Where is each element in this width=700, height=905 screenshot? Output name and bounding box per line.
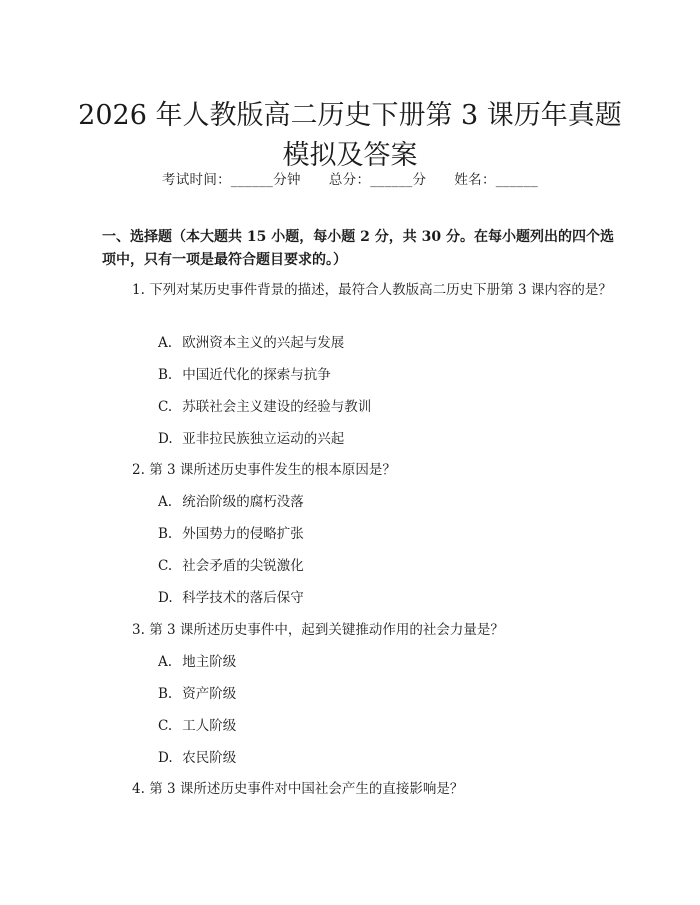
question-text: 第 3 课所述历史事件发生的根本原因是？ xyxy=(149,462,396,478)
q3-option-a xyxy=(158,652,236,672)
option-text: 资产阶级 xyxy=(182,686,237,702)
q1-option-c xyxy=(158,397,371,417)
option-text: 欧洲资本主义的兴起与发展 xyxy=(182,335,345,351)
option-label: D. xyxy=(158,750,173,766)
question-1 xyxy=(102,279,612,301)
option-label: B. xyxy=(158,367,173,383)
question-number: 3. xyxy=(132,622,145,638)
title-line-1: 2026 年人教版高二历史下册第 3 课历年真题 xyxy=(78,100,622,132)
question-number: 2. xyxy=(132,462,145,478)
page-title xyxy=(60,96,640,176)
question-4 xyxy=(102,778,612,800)
q1-option-a xyxy=(158,333,344,353)
q2-option-c xyxy=(158,556,304,576)
option-text: 社会矛盾的尖锐激化 xyxy=(182,558,304,574)
q3-option-d xyxy=(158,748,236,768)
option-text: 工人阶级 xyxy=(182,718,237,734)
option-text: 亚非拉民族独立运动的兴起 xyxy=(182,431,345,447)
question-number: 4. xyxy=(132,781,145,797)
option-label: C. xyxy=(158,718,173,734)
question-text: 第 3 课所述历史事件中，起到关键推动作用的社会力量是？ xyxy=(149,622,504,638)
option-text: 农民阶级 xyxy=(182,750,237,766)
option-text: 外国势力的侵略扩张 xyxy=(182,526,304,542)
q2-option-b xyxy=(158,524,304,544)
question-2 xyxy=(102,459,612,481)
section-heading: 一、选择题（本大题共 15 小题，每小题 2 分，共 30 分。在每小题列出的四个选项中，只有一项是最符合题目要求的。） xyxy=(102,229,614,268)
option-text: 统治阶级的腐朽没落 xyxy=(182,494,304,510)
option-label: C. xyxy=(158,558,173,574)
option-label: B. xyxy=(158,526,173,542)
q2-option-d xyxy=(158,588,304,608)
q2-option-a xyxy=(158,492,304,512)
option-text: 苏联社会主义建设的经验与教训 xyxy=(182,399,372,415)
option-text: 科学技术的落后保守 xyxy=(182,590,304,606)
question-3 xyxy=(102,619,612,641)
student-name: 姓名：______ xyxy=(454,172,539,188)
exam-time: 考试时间：______分钟 xyxy=(161,172,301,188)
q3-option-b xyxy=(158,684,236,704)
q3-option-c xyxy=(158,716,236,736)
question-text: 第 3 课所述历史事件对中国社会产生的直接影响是？ xyxy=(149,781,464,797)
option-label: A. xyxy=(158,654,173,670)
q1-option-d xyxy=(158,429,344,449)
option-label: D. xyxy=(158,590,173,606)
question-number: 1. xyxy=(132,282,145,298)
option-label: A. xyxy=(158,335,173,351)
exam-info xyxy=(0,168,700,188)
title-line-2: 模拟及答案 xyxy=(282,140,418,172)
option-label: B. xyxy=(158,686,173,702)
option-text: 地主阶级 xyxy=(182,654,237,670)
option-label: C. xyxy=(158,399,173,415)
option-label: A. xyxy=(158,494,173,510)
option-text: 中国近代化的探索与抗争 xyxy=(182,367,331,383)
question-text: 下列对某历史事件背景的描述，最符合人教版高二历史下册第 3 课内容的是？ xyxy=(149,282,612,298)
q1-option-b xyxy=(158,365,331,385)
total-score: 总分：______分 xyxy=(328,172,427,188)
option-label: D. xyxy=(158,431,173,447)
